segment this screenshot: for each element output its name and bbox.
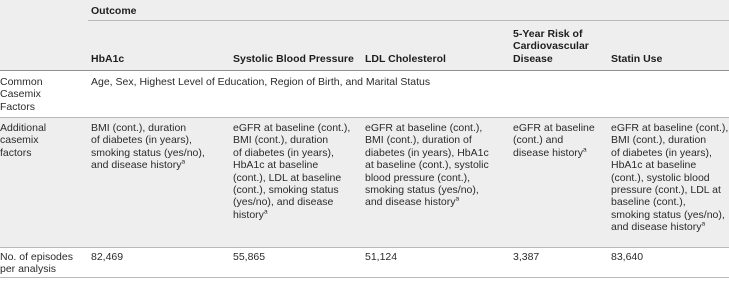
column-header-systolic-bp: Systolic Blood Pressure [233,53,354,65]
column-header-hba1c: HbA1c [91,53,125,65]
footnote-marker: a [701,220,706,228]
column-header-cvd-risk: 5-Year Risk of Cardiovascular Disease [513,28,589,65]
additional-factors-statin-use: eGFR at baseline (cont.), BMI (cont.), duration of diabetes (in years), HbA1c at baseline (cont.), systolic blood pressure (cont.), LDL at baseline (cont.), smoking status (yes/no), and disease history$^a$ [611,122,729,234]
footnote-marker: a [455,195,460,203]
table-bottom-rule [0,277,729,278]
row-divider-1 [0,117,729,118]
episodes-systolic-bp: 55,865 [233,251,266,263]
row-label-episodes: No. of episodes per analysis [0,251,73,276]
additional-factors-hba1c: BMI (cont.), duration of diabetes (in years), smoking status (yes/no), and disease history$^a$ [91,122,205,172]
common-casemix-factors: Age, Sex, Highest Level of Education, Region of Birth, and Marital Status [91,76,431,88]
row-label-common-casemix: Common Casemix Factors [0,76,43,113]
episodes-ldl: 51,124 [365,251,398,263]
outcome-header: Outcome [91,5,137,17]
episodes-cvd-risk: 3,387 [513,251,540,263]
footnote-marker: a [583,146,587,154]
additional-factors-systolic-bp: eGFR at baseline (cont.), BMI (cont.), duration of diabetes (in years), HbA1c at baseline (cont.), LDL at baseline (cont.), smoking status (yes/no), and disease history$^a$ [233,122,351,221]
row-divider-2 [0,247,729,248]
header-bottom-rule [0,70,729,71]
row-label-additional-casemix: Additional casemix factors [0,122,47,159]
column-header-statin-use: Statin Use [611,53,663,65]
episodes-statin-use: 83,640 [611,251,644,263]
additional-factors-cvd-risk: eGFR at baseline (cont.) and disease history$^a$ [513,122,595,159]
footnote-marker: a [263,208,268,216]
additional-factors-ldl: eGFR at baseline (cont.), BMI (cont.), duration of diabetes (in years), HbA1c at baseline (cont.), systolic blood pressure (cont.), smoking status (yes/no), and disease history$^a$ [365,122,489,209]
episodes-hba1c: 82,469 [91,251,124,263]
footnote-marker: a [181,158,186,166]
column-header-ldl: LDL Cholesterol [365,53,446,65]
outcome-underline [88,20,729,21]
